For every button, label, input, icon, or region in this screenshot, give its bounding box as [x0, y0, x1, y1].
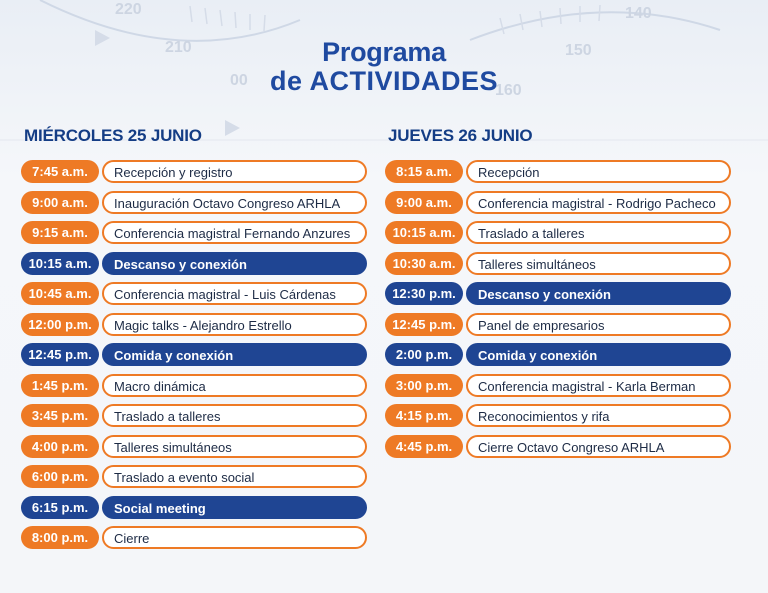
time-pill: 10:15 a.m. [21, 252, 99, 275]
activity-pill: Descanso y conexión [102, 252, 367, 275]
activity-pill: Cierre [102, 526, 367, 549]
activity-pill: Magic talks - Alejandro Estrello [102, 313, 367, 336]
gauge-number: 220 [115, 1, 142, 18]
activity-pill: Recepción [466, 160, 731, 183]
page-title [0, 38, 768, 96]
activity-pill: Comida y conexión [466, 343, 731, 366]
title-line-1: Programa [322, 37, 446, 67]
time-pill: 12:30 p.m. [385, 282, 463, 305]
gauge-number: 140 [625, 5, 652, 22]
gauge-number: 150 [565, 42, 592, 59]
time-pill: 12:45 p.m. [21, 343, 99, 366]
time-pill: 10:15 a.m. [385, 221, 463, 244]
time-pill: 10:45 a.m. [21, 282, 99, 305]
activity-pill: Conferencia magistral - Karla Berman [466, 374, 731, 397]
time-pill: 12:00 p.m. [21, 313, 99, 336]
activity-pill: Social meeting [102, 496, 367, 519]
activity-pill: Inauguración Octavo Congreso ARHLA [102, 191, 367, 214]
time-pill: 1:45 p.m. [21, 374, 99, 397]
activity-pill: Conferencia magistral - Luis Cárdenas [102, 282, 367, 305]
activity-pill: Talleres simultáneos [466, 252, 731, 275]
activity-pill: Comida y conexión [102, 343, 367, 366]
gauge-number: 160 [495, 82, 522, 99]
time-pill: 9:00 a.m. [385, 191, 463, 214]
time-pill: 9:15 a.m. [21, 221, 99, 244]
day-title-thursday: JUEVES 26 JUNIO [388, 126, 533, 145]
activity-pill: Traslado a evento social [102, 465, 367, 488]
activity-pill: Conferencia magistral Fernando Anzures [102, 221, 367, 244]
time-pill: 6:00 p.m. [21, 465, 99, 488]
time-pill: 8:00 p.m. [21, 526, 99, 549]
activity-pill: Macro dinámica [102, 374, 367, 397]
activity-pill: Traslado a talleres [102, 404, 367, 427]
activity-pill: Recepción y registro [102, 160, 367, 183]
activity-pill: Conferencia magistral - Rodrigo Pacheco [466, 191, 731, 214]
activity-pill: Cierre Octavo Congreso ARHLA [466, 435, 731, 458]
time-pill: 8:15 a.m. [385, 160, 463, 183]
activity-pill: Traslado a talleres [466, 221, 731, 244]
activity-pill: Reconocimientos y rifa [466, 404, 731, 427]
title-line-2: de ACTIVIDADES [269, 66, 499, 96]
activity-pill: Descanso y conexión [466, 282, 731, 305]
activity-pill: Panel de empresarios [466, 313, 731, 336]
time-pill: 9:00 a.m. [21, 191, 99, 214]
time-pill: 10:30 a.m. [385, 252, 463, 275]
time-pill: 2:00 p.m. [385, 343, 463, 366]
time-pill: 3:45 p.m. [21, 404, 99, 427]
time-pill: 3:00 p.m. [385, 374, 463, 397]
gauge-number: 00 [230, 72, 248, 89]
time-pill: 12:45 p.m. [385, 313, 463, 336]
time-pill: 4:15 p.m. [385, 404, 463, 427]
time-pill: 4:00 p.m. [21, 435, 99, 458]
time-pill: 4:45 p.m. [385, 435, 463, 458]
time-pill: 7:45 a.m. [21, 160, 99, 183]
time-pill: 6:15 p.m. [21, 496, 99, 519]
gauge-number: 210 [165, 39, 192, 56]
triangle-shape [225, 120, 240, 136]
day-title-wednesday: MIÉRCOLES 25 JUNIO [24, 126, 202, 145]
activity-pill: Talleres simultáneos [102, 435, 367, 458]
